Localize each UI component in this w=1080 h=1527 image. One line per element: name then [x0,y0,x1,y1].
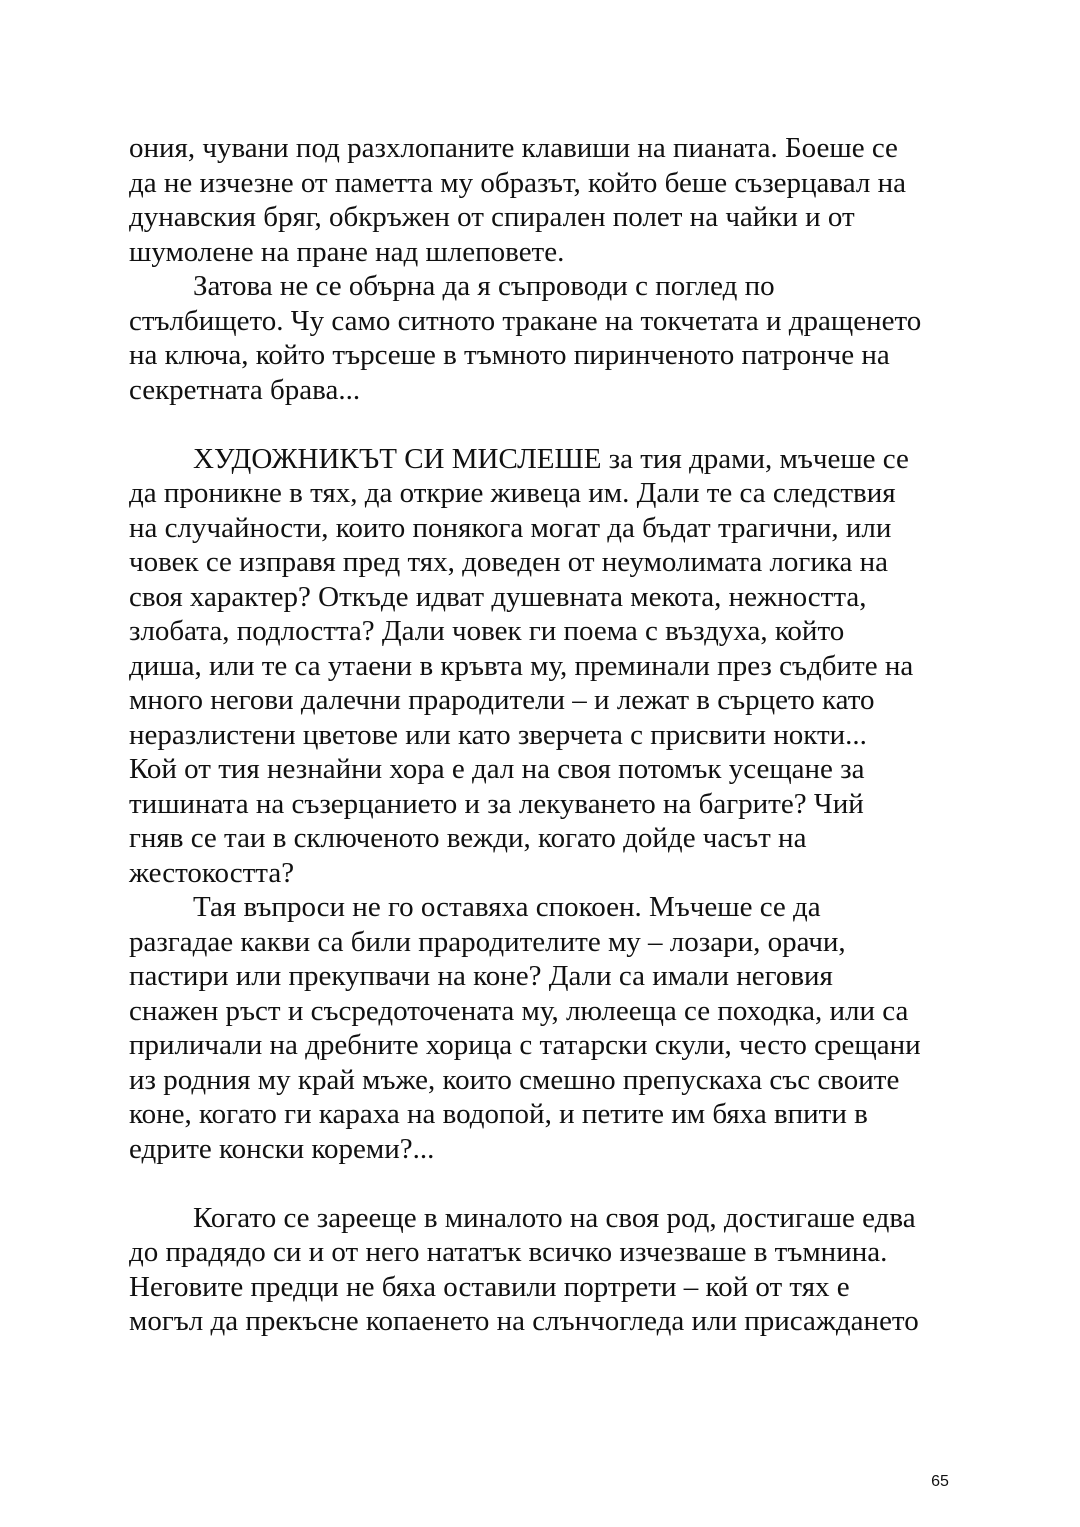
text-line: приличали на дребните хорица с татарски скули, често срещани [129,1029,921,1061]
text-line: дунавския бряг, обкръжен от спирален полет на чайки и от [129,201,855,233]
text-line: могъл да прекъсне копаенето на слънчогледа или присаждането [129,1305,919,1337]
text-line: секретната брава... [129,374,361,406]
text-line: едрите конски кореми?... [129,1133,435,1165]
text-line: Кой от тия незнайни хора е дал на своя потомък усещане за [129,753,865,785]
text-line: на случайности, които понякога могат да бъдат трагични, или [129,512,892,544]
text-line: до прадядо си и от него нататък всичко изчезваше в тъмнина. [129,1236,888,1268]
text-line: злобата, подлостта? Дали човек ги поема с въздуха, който [129,615,845,647]
text-line: много негови далечни прародители – и лежат в сърцето като [129,684,875,716]
text-line: на ключа, който търсеше в тъмното пиринченото патронче на [129,339,890,371]
text-line: своя характер? Откъде идват душевната мекота, нежността, [129,581,867,613]
text-line: стълбището. Чу само ситното тракане на токчетата и дращенето [129,305,922,337]
text-line: диша, или те са утаени в кръвта му, преминали през съдбите на [129,650,914,682]
text-line: неразлистени цветове или като зверчета с присвити нокти... [129,719,867,751]
text-line: човек се изправя пред тях, доведен от неумолимата логика на [129,546,888,578]
text-line: тишината на съзерцанието и за лекуването на багрите? Чий [129,788,864,820]
text-line: Тая въпроси не го оставяха спокоен. Мъчеше се да [193,891,821,923]
text-line: да не изчезне от паметта му образът, който беше съзерцавал на [129,167,906,199]
text-line: да проникне в тях, да открие живеца им. Дали те са следствия [129,477,896,509]
text-line: жестокостта? [129,857,295,889]
text-line: Когато се зареещe в миналото на своя род, достигаше едва [193,1202,916,1234]
text-line: шумолене на пране над шлеповете. [129,236,565,268]
text-line: Затова не се обърна да я съпроводи с поглед по [193,270,775,302]
text-line: Неговите предци не бяха оставили портрети – кой от тях е [129,1271,850,1303]
text-line: пастири или прекупвачи на коне? Дали са имали неговия [129,960,833,992]
text-line: из родния му край мъже, които смешно препускаха със своите [129,1064,900,1096]
text-line: коне, когато ги караха на водопой, и петите им бяха впити в [129,1098,868,1130]
text-line: ХУДОЖНИКЪТ СИ МИСЛЕШЕ за тия драми, мъчеше се [193,443,909,475]
text-line: разгадае какви са били прародителите му – лозари, орачи, [129,926,846,958]
text-line: снажен ръст и съсредоточената му, люлееща се походка, или са [129,995,909,1027]
page-number: 65 [931,1473,949,1490]
text-line: ония, чувани под разхлопаните клавиши на пианата. Боеше се [129,132,898,164]
text-line: гняв се таи в сключеното вежди, когато дойде часът на [129,822,807,854]
